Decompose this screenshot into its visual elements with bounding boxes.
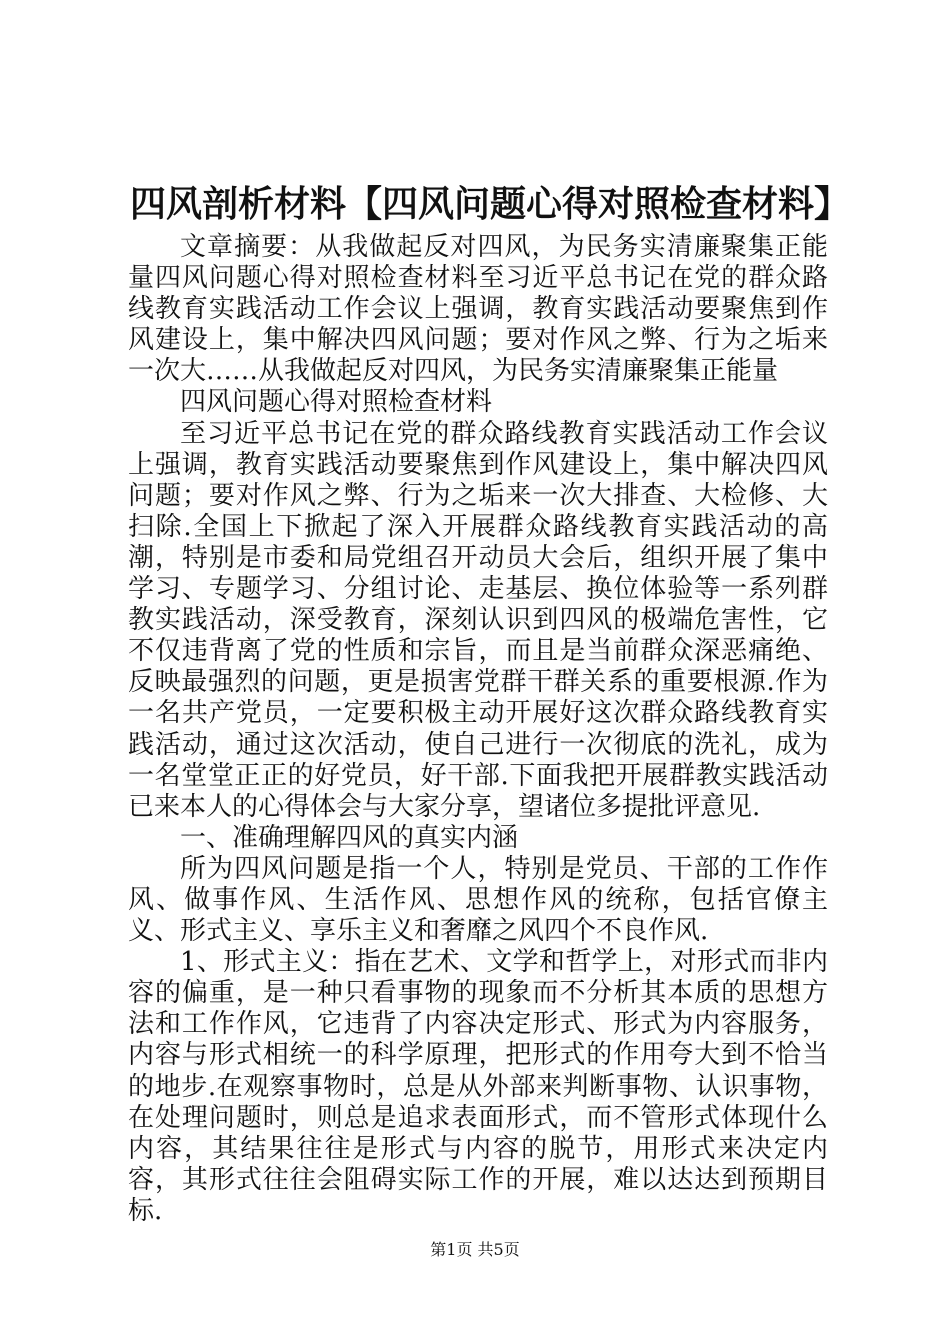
- document-body: [128, 232, 828, 1227]
- paragraph-intro: 至习近平总书记在党的群众路线教育实践活动工作会议上强调，教育实践活动要聚焦到作风建设上，集中解决四风问题；要对作风之弊、行为之垢来一次大排查、大检修、大扫除.全国上下掀起了深入开展群众路线教育实践活动的高潮，特别是市委和局党组召开动员大会后，组织开展了集中学习、专题学习、分组讨论、走基层、换位体验等一系列群教实践活动，深受教育，深刻认识到四风的极端危害性，它不仅违背离了党的性质和宗旨，而且是当前群众深恶痛绝、反映最强烈的问题，更是损害党群干群关系的重要根源.作为一名共产党员，一定要积极主动开展好这次群众路线教育实践活动，通过这次活动，使自己进行一次彻底的洗礼，成为一名堂堂正正的好党员，好干部.下面我把开展群教实践活动已来本人的心得体会与大家分享，望诸位多提批评意见.: [128, 418, 828, 822]
- paragraph-abstract: 文章摘要：从我做起反对四风，为民务实清廉聚集正能量四风问题心得对照检查材料至习近平总书记在党的群众路线教育实践活动工作会议上强调，教育实践活动要聚焦到作风建设上，集中解决四风问题；要对作风之弊、行为之垢来一次大……从我做起反对四风，为民务实清廉聚集正能量: [128, 232, 828, 387]
- page-footer: 第1页 共5页: [430, 1240, 520, 1259]
- paragraph-definition: 所为四风问题是指一个人，特别是党员、干部的工作作风、做事作风、生活作风、思想作风的统称，包括官僚主义、形式主义、享乐主义和奢靡之风四个不良作风.: [128, 853, 828, 947]
- paragraph-subtitle: 四风问题心得对照检查材料: [180, 387, 493, 418]
- section-heading: 一、准确理解四风的真实内涵: [180, 822, 519, 853]
- paragraph-formalism: 1、形式主义：指在艺术、文学和哲学上，对形式而非内容的偏重，是一种只看事物的现象而不分析其本质的思想方法和工作作风，它违背了内容决定形式、形式为内容服务，内容与形式相统一的科学原理，把形式的作用夸大到不恰当的地步.在观察事物时，总是从外部来判断事物、认识事物，在处理问题时，则总是追求表面形式，而不管形式体现什么内容，其结果往往是形式与内容的脱节，用形式来决定内容，其形式往往会阻碍实际工作的开展，难以达达到预期目标.: [128, 947, 828, 1226]
- document-title: 四风剖析材料【四风问题心得对照检查材料】: [130, 184, 851, 225]
